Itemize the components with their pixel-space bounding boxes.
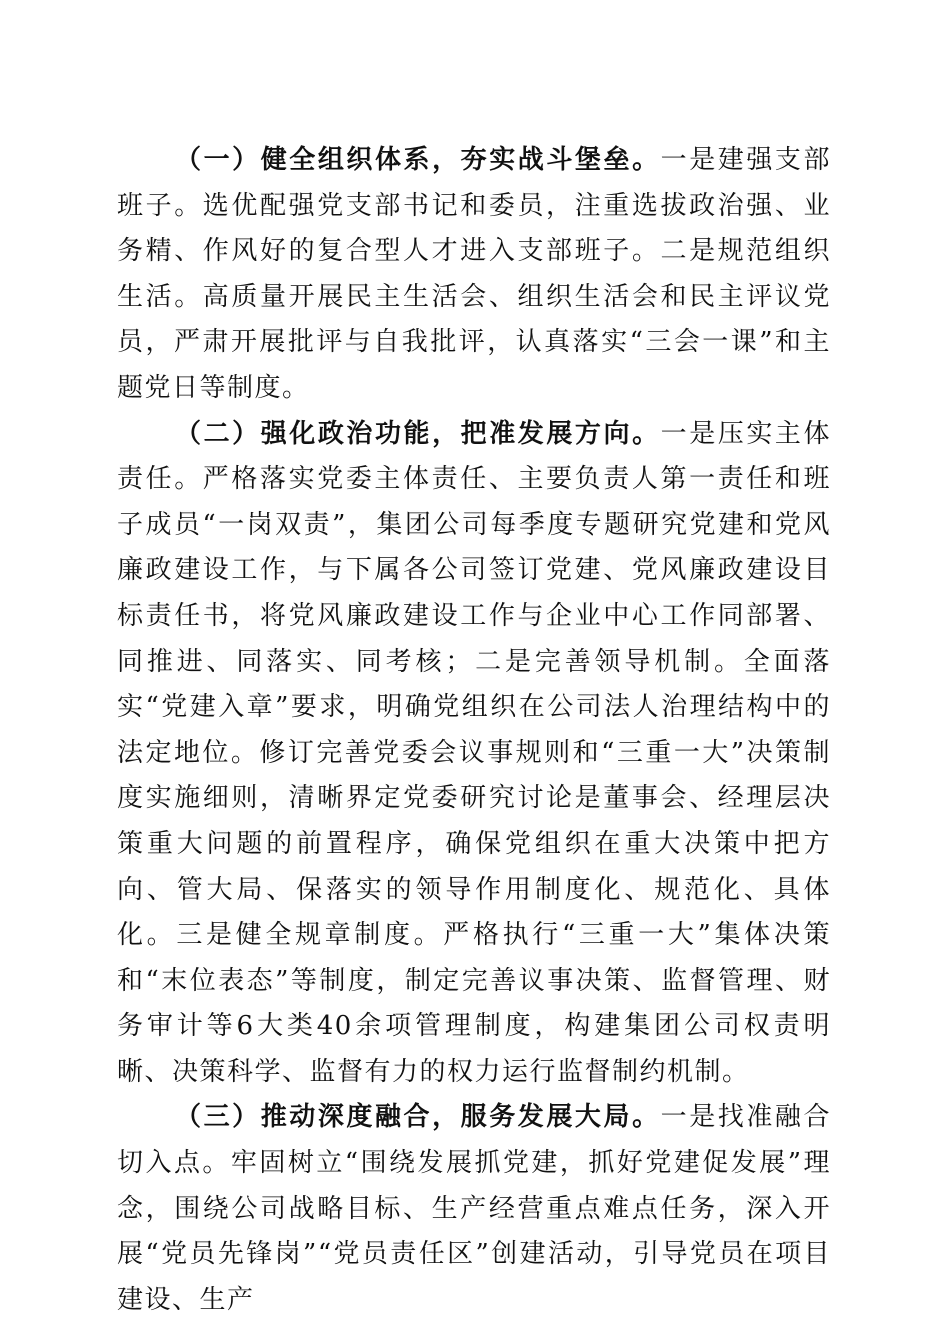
paragraph-3-heading: （三）推动深度融合，服务发展大局。 <box>175 1102 661 1133</box>
paragraph-1 <box>117 138 831 412</box>
paragraph-1-body: 一是建强支部班子。选优配强党支部书记和委员，注重选拔政治强、业务精、作风好的复合型人才进入支部班子。二是规范组织生活。高质量开展民主生活会、组织生活会和民主评议党员，严肃开展批评与自我批评，认真落实“三会一课”和主题党日等制度。 <box>117 145 831 403</box>
paragraph-1-heading: （一）健全组织体系，夯实战斗堡垒。 <box>175 145 661 175</box>
paragraph-2-heading: （二）强化政治功能，把准发展方向。 <box>175 418 661 449</box>
paragraph-2-body: 一是压实主体责任。严格落实党委主体责任、主要负责人第一责任和班子成员“一岗双责”，集团公司每季度专题研究党建和党风廉政建设工作，与下属各公司签订党建、党风廉政建设目标责任书，将党风廉政建设工作与企业中心工作同部署、同推进、同落实、同考核；二是完善领导机制。全面落实“党建入章”要求，明确党组织在公司法人治理结构中的法定地位。修订完善党委会议事规则和“三重一大”决策制度实施细则，清晰界定党委研究讨论是董事会、经理层决策重大问题的前置程序，确保党组织在重大决策中把方向、管大局、保落实的领导作用制度化、规范化、具体化。三是健全规章制度。严格执行“三重一大”集体决策和“末位表态”等制度，制定完善议事决策、监督管理、财务审计等6大类40余项管理制度，构建集团公司权责明晰、决策科学、监督有力的权力运行监督制约机制。 <box>117 418 831 1087</box>
paragraph-3 <box>117 1095 831 1323</box>
paragraph-2 <box>117 412 831 1096</box>
paragraph-3-body: 一是找准融合切入点。牢固树立“围绕发展抓党建，抓好党建促发展”理念，围绕公司战略目标、生产经营重点难点任务，深入开展“党员先锋岗”“党员责任区”创建活动，引导党员在项目建设、生产 <box>117 1102 831 1315</box>
document-page <box>117 138 831 1323</box>
